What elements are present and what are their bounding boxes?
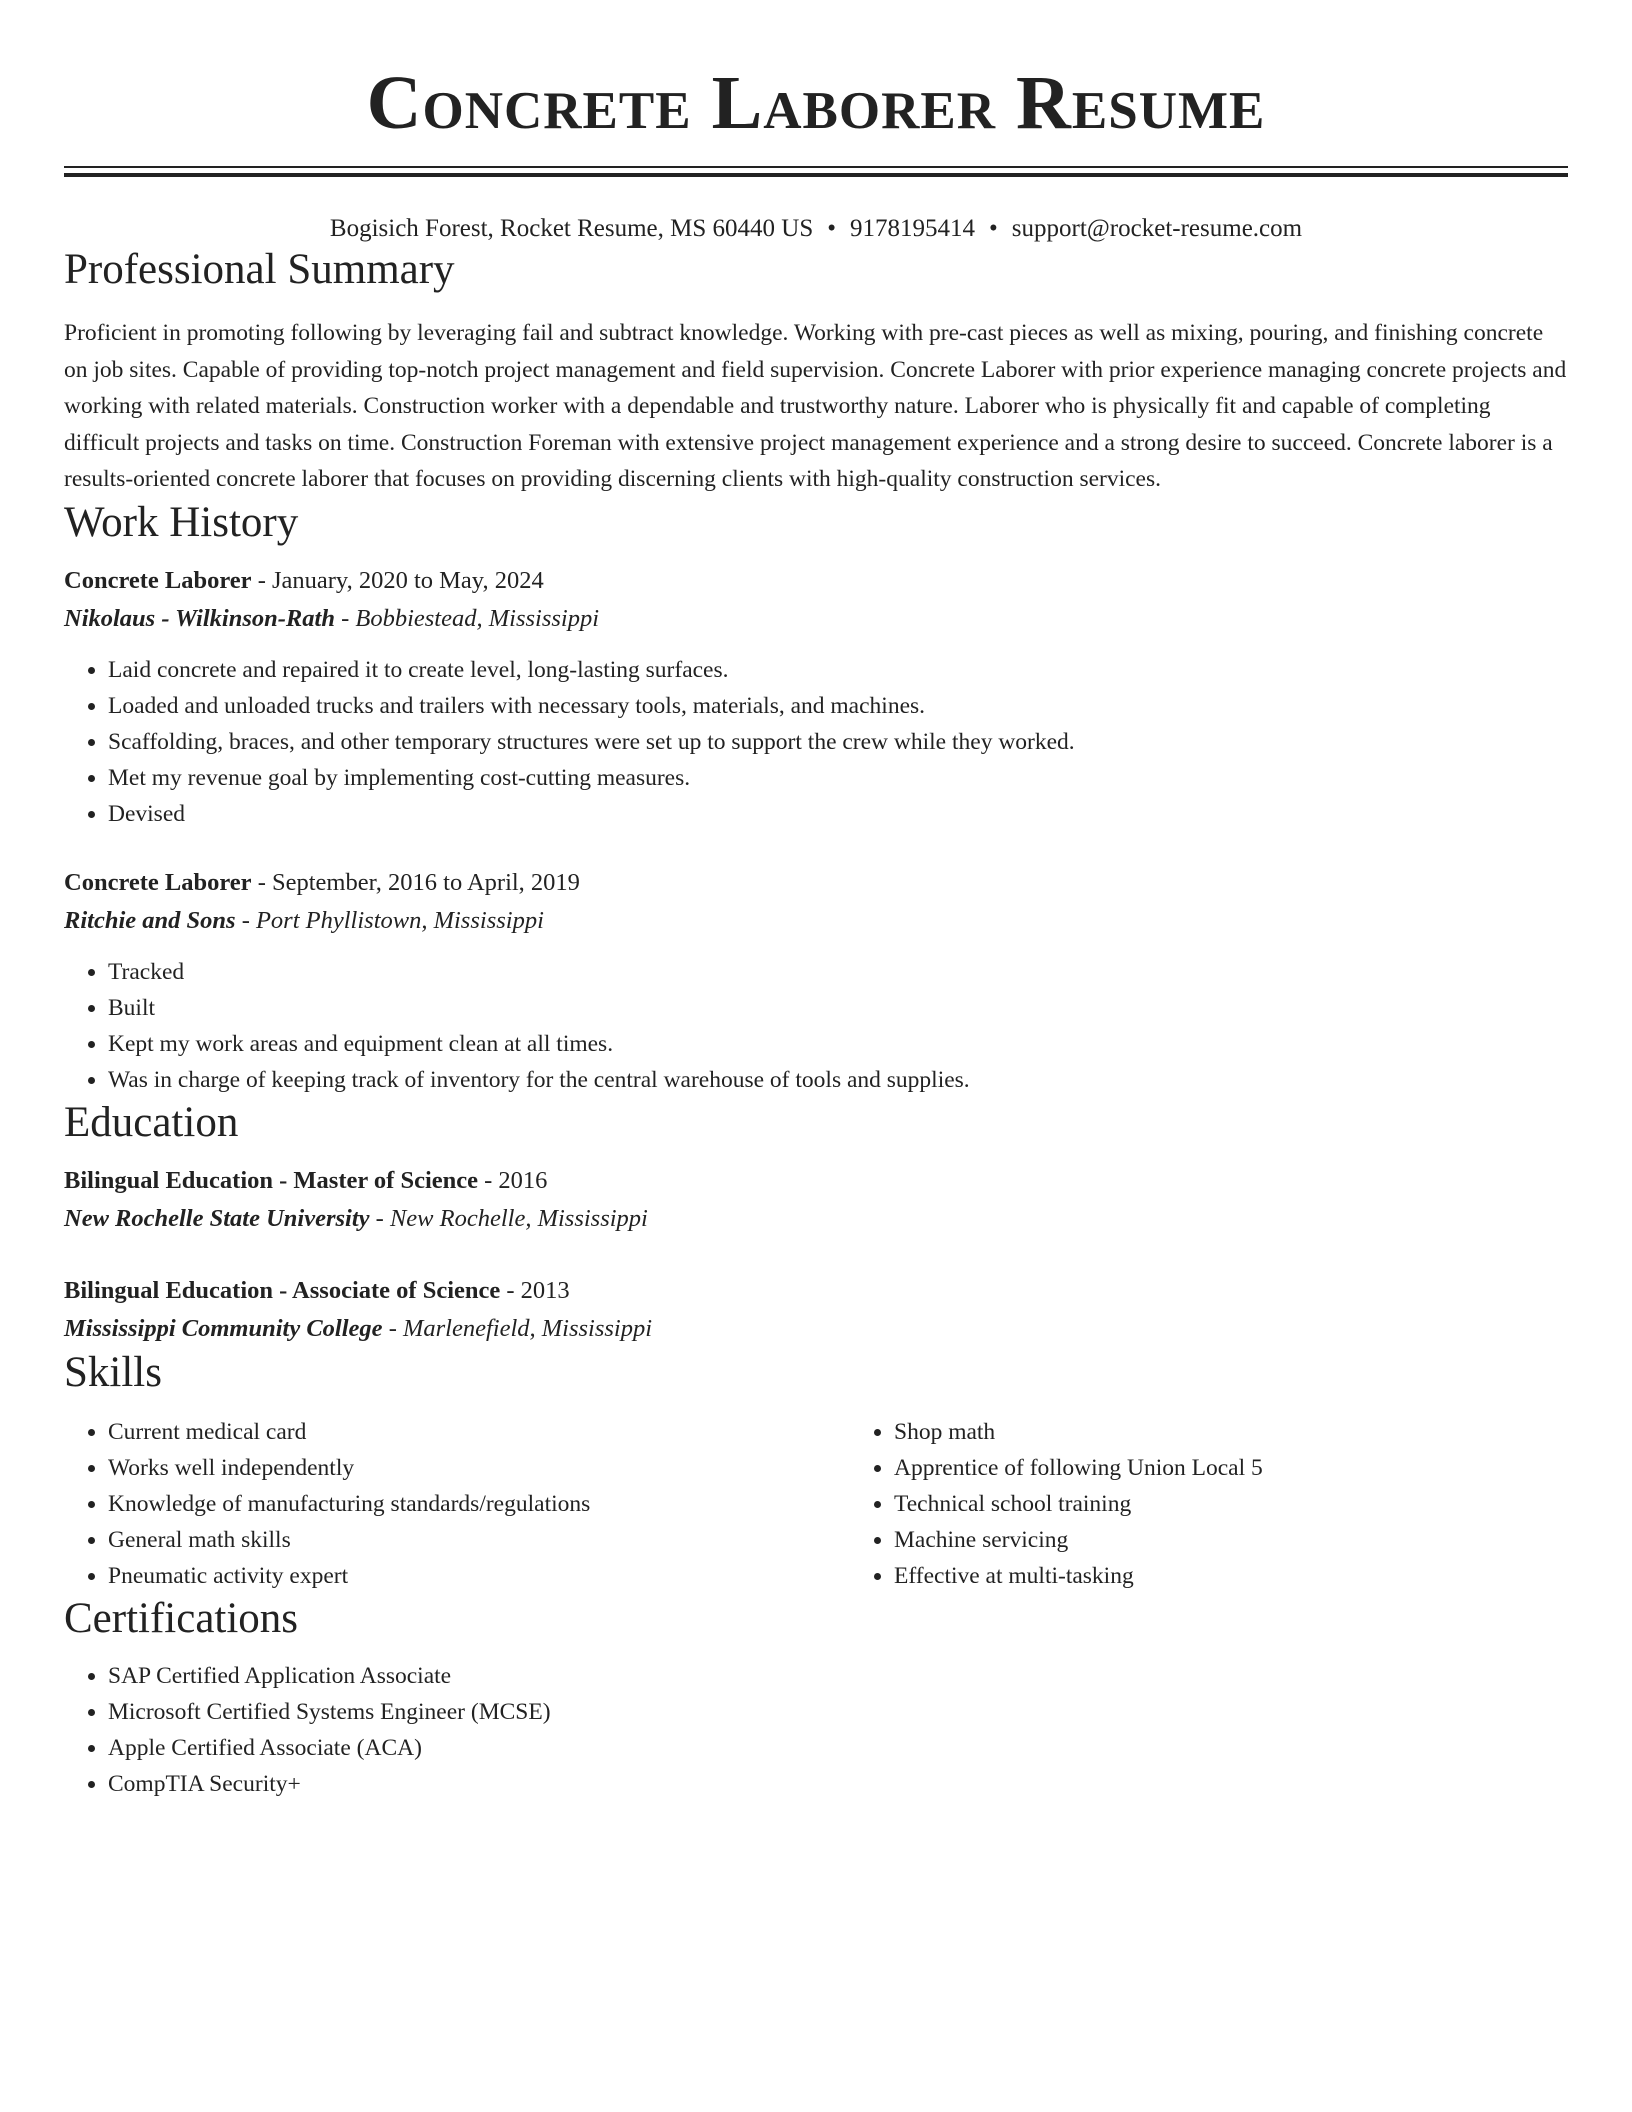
job-company-line [64,600,1568,638]
list-item: • Loaded and unloaded trucks and trailers with necessary tools, materials, and machines. [108,688,1568,724]
list-item: • Apple Certified Associate (ACA) [108,1730,1568,1766]
list-item: • Pneumatic activity expert [108,1558,850,1594]
list-item: • Apprentice of following Union Local 5 [894,1450,1632,1486]
job-company: Nikolaus - Wilkinson-Rath [64,604,335,632]
contact-separator: • [827,215,837,242]
contact-email: support@rocket-resume.com [1011,215,1303,242]
list-item: • Devised [108,796,1568,832]
education-degree: Bilingual Education - Master of Science [64,1166,478,1194]
list-item: • Shop math [894,1414,1632,1450]
list-item: • Technical school training [894,1486,1632,1522]
job-bullets [64,652,1568,832]
list-item: • Laid concrete and repaired it to create level, long-lasting surfaces. [108,652,1568,688]
job-bullets [64,954,1568,1098]
list-item: • CompTIA Security+ [108,1766,1568,1802]
skills-list-right [850,1414,1632,1594]
job-dates: - September, 2016 to April, 2019 [251,868,580,896]
education-entry [64,1162,1568,1238]
list-item: • Was in charge of keeping track of inventory for the central warehouse of tools and supplies. [108,1062,1568,1098]
title-divider-thin [64,166,1568,168]
list-item: • General math skills [108,1522,850,1558]
title-divider-thick [64,173,1568,177]
job-location: - Port Phyllistown, Mississippi [235,906,544,934]
list-item: • Current medical card [108,1414,850,1450]
list-item: • Kept my work areas and equipment clean at all times. [108,1026,1568,1062]
education-degree-line [64,1162,1568,1200]
job-entry [64,562,1568,832]
skills-heading: Skills [64,1348,162,1396]
education-location: - New Rochelle, Mississippi [369,1204,648,1232]
summary-text: Proficient in promoting following by leveraging fail and subtract knowledge. Working with pre-cast pieces as well as mixing, pouring, and finishing concrete on job sites. Capable of providing top-notch project management and field supervision. Concrete Laborer with prior experience managing concrete projects and working with related materials. Construction worker with a dependable and trustworthy nature. Laborer who is physically fit and capable of completing difficult projects and tasks on time. Construction Foreman with extensive project management experience and a strong desire to succeed. Concrete laborer is a results-oriented concrete laborer that focuses on providing discerning clients with high-quality construction services. [64,320,1567,492]
summary-heading: Professional Summary [64,246,455,293]
list-item: • Microsoft Certified Systems Engineer (MCSE) [108,1694,1568,1730]
education-school-line [64,1310,1568,1348]
job-title-line [64,562,1568,600]
contact-line [64,213,1568,245]
education-school-line [64,1200,1568,1238]
certifications-heading: Certifications [64,1594,299,1642]
job-company-line [64,902,1568,940]
education-location: - Marlenefield, Mississippi [382,1314,653,1342]
resume-title: Concrete Laborer Resume [366,61,1266,145]
contact-phone: 9178195414 [850,215,976,242]
list-item: • Met my revenue goal by implementing cost-cutting measures. [108,760,1568,796]
list-item: • Scaffolding, braces, and other temporary structures were set up to support the crew while they worked. [108,724,1568,760]
contact-separator: • [989,215,998,242]
skills-list-left [64,1414,850,1594]
list-item: • SAP Certified Application Associate [108,1658,1568,1694]
certifications-list [64,1658,1568,1802]
education-year: - 2016 [478,1166,548,1194]
list-item: • Tracked [108,954,1568,990]
job-company: Ritchie and Sons [64,906,236,934]
list-item: • Machine servicing [894,1522,1632,1558]
job-title: Concrete Laborer [64,868,252,896]
education-entry [64,1272,1568,1348]
job-location: - Bobbiestead, Mississippi [334,604,599,632]
list-item: • Works well independently [108,1450,850,1486]
education-degree-line [64,1272,1568,1310]
job-title-line [64,864,1568,902]
list-item: • Effective at multi-tasking [894,1558,1632,1594]
contact-address: Bogisich Forest, Rocket Resume, MS 60440 US [329,215,814,242]
work-history-heading: Work History [64,498,299,546]
list-item: • Knowledge of manufacturing standards/regulations [108,1486,850,1522]
job-entry [64,864,1568,1098]
education-school: Mississippi Community College [64,1314,383,1342]
job-dates: - January, 2020 to May, 2024 [251,566,544,594]
education-school: New Rochelle State University [64,1204,370,1232]
skills-columns [64,1414,1568,1594]
education-degree: Bilingual Education - Associate of Science [64,1276,501,1304]
list-item: • Built [108,990,1568,1026]
education-year: - 2013 [500,1276,570,1304]
job-title: Concrete Laborer [64,566,252,594]
education-heading: Education [64,1098,239,1146]
